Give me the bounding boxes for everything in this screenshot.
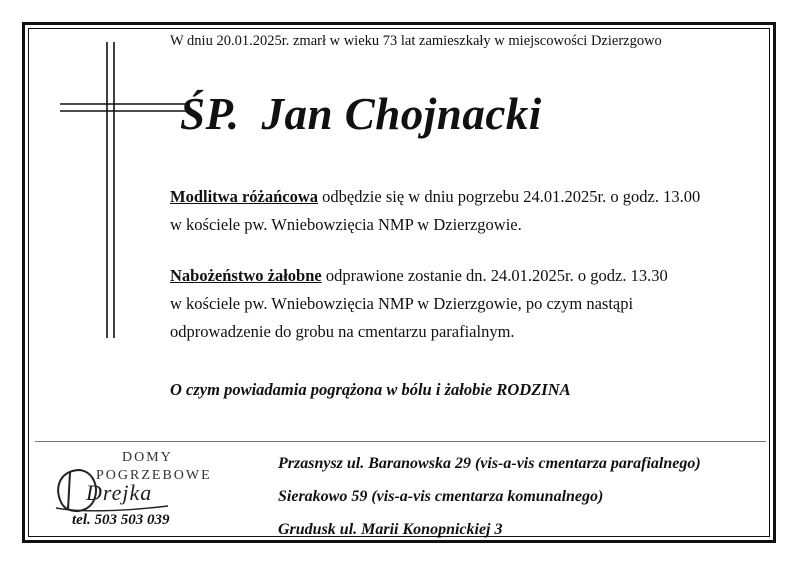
logo-domy: DOMY	[122, 450, 173, 465]
address-item: Grudusk ul. Marii Konopnickiej 3	[278, 521, 503, 538]
logo-pogrzebowe: POGRZEBOWE	[96, 468, 212, 483]
death-notice-line: W dniu 20.01.2025r. zmarł w wieku 73 lat zamieszkały w miejscowości Dzierzgowo	[170, 33, 662, 49]
address-list	[278, 447, 701, 546]
closing-line: O czym powiadamia pogrążona w bólu i żałobie RODZINA	[170, 380, 571, 399]
footer-divider	[35, 441, 766, 442]
funeral-home-logo	[38, 448, 238, 533]
rosary-line1: odbędzie się w dniu pogrzebu 24.01.2025r. o godz. 13.00	[318, 187, 701, 206]
funeral-line2: w kościele pw. Wniebowzięcia NMP w Dzierzgowie, po czym nastąpi	[170, 294, 634, 313]
funeral-home-phone: tel. 503 503 039	[72, 512, 170, 528]
funeral-lead: Nabożeństwo żałobne	[170, 266, 322, 285]
deceased-full-name: Jan Chojnacki	[261, 89, 542, 139]
funeral-line1: odprawione zostanie dn. 24.01.2025r. o godz. 13.30	[321, 266, 668, 285]
rosary-line2: w kościele pw. Wniebowzięcia NMP w Dzierzgowie.	[170, 215, 522, 234]
logo-brand: Drejka	[86, 480, 153, 505]
cross-icon	[58, 40, 188, 340]
address-item: Przasnysz ul. Baranowska 29 (vis-a-vis cmentarza parafialnego)	[278, 455, 701, 472]
deceased-prefix: ŚP.	[180, 89, 240, 139]
rosary-paragraph	[170, 183, 700, 239]
funeral-paragraph	[170, 262, 668, 346]
rosary-lead: Modlitwa różańcowa	[170, 187, 319, 206]
funeral-line3: odprowadzenie do grobu na cmentarzu parafialnym.	[170, 322, 515, 341]
deceased-name	[180, 88, 542, 140]
address-item: Sierakowo 59 (vis-a-vis cmentarza komunalnego)	[278, 488, 604, 505]
